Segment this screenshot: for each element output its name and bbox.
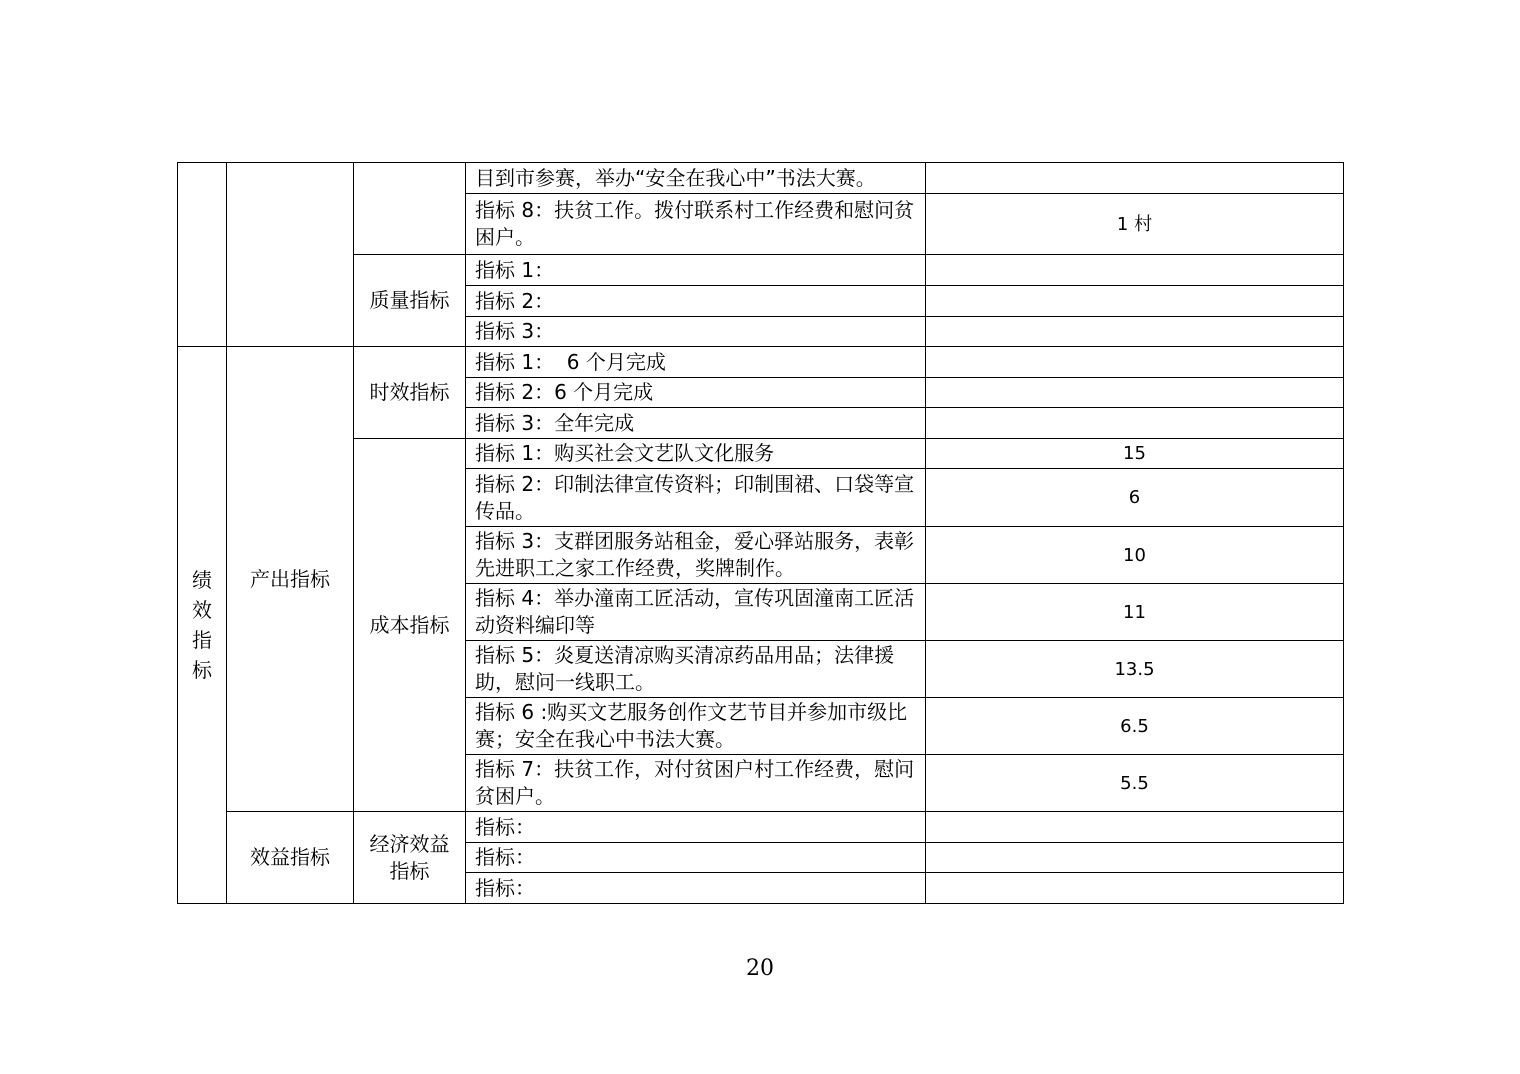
indicator-value — [926, 873, 1344, 904]
indicator-value — [926, 812, 1344, 843]
time-indicator-label: 时效指标 — [354, 347, 466, 439]
indicator-item: 指标： — [466, 843, 926, 873]
indicator-item: 指标 3：全年完成 — [466, 408, 926, 439]
indicator-item: 指标 4：举办潼南工匠活动，宣传巩固潼南工匠活动资料编印等 — [466, 584, 926, 641]
indicator-item: 指标 1： 6 个月完成 — [466, 347, 926, 378]
indicator-value — [926, 843, 1344, 873]
indicator-value — [926, 347, 1344, 378]
empty-cell — [227, 163, 354, 347]
indicator-item: 指标 8：扶贫工作。拨付联系村工作经费和慰问贫困户。 — [466, 194, 926, 255]
table-row — [178, 163, 1344, 194]
indicator-value: 13.5 — [926, 641, 1344, 698]
cost-indicator-label: 成本指标 — [354, 439, 466, 812]
table-row — [178, 812, 1344, 843]
indicator-value: 1 村 — [926, 194, 1344, 255]
output-indicator-label: 产出指标 — [227, 347, 354, 812]
indicator-item: 指标： — [466, 873, 926, 904]
indicator-value: 6 — [926, 469, 1344, 527]
indicator-item: 指标 1：购买社会文艺队文化服务 — [466, 439, 926, 469]
indicator-value — [926, 163, 1344, 194]
indicator-value — [926, 408, 1344, 439]
indicator-value — [926, 286, 1344, 317]
benefit-indicator-label: 效益指标 — [227, 812, 354, 904]
indicator-value: 6.5 — [926, 698, 1344, 755]
indicator-item: 指标 3：支群团服务站租金，爱心驿站服务，表彰先进职工之家工作经费，奖牌制作。 — [466, 527, 926, 584]
indicator-value: 15 — [926, 439, 1344, 469]
indicator-item: 指标 2：印制法律宣传资料；印制围裙、口袋等宣传品。 — [466, 469, 926, 527]
page-number: 20 — [746, 956, 774, 981]
quality-indicator-label: 质量指标 — [354, 255, 466, 347]
indicator-value: 5.5 — [926, 755, 1344, 812]
indicator-item: 目到市参赛，举办“安全在我心中”书法大赛。 — [466, 163, 926, 194]
indicator-item: 指标 5：炎夏送清凉购买清凉药品用品；法律援助，慰问一线职工。 — [466, 641, 926, 698]
indicator-value: 11 — [926, 584, 1344, 641]
performance-indicator-table — [177, 162, 1344, 904]
performance-indicator-label: 绩效指标 — [178, 347, 227, 904]
indicator-value — [926, 317, 1344, 347]
table-row — [178, 347, 1344, 378]
empty-cell — [354, 163, 466, 255]
empty-cell — [178, 163, 227, 347]
indicator-item: 指标： — [466, 812, 926, 843]
indicator-value: 10 — [926, 527, 1344, 584]
indicator-value — [926, 255, 1344, 286]
economic-benefit-indicator-label: 经济效益指标 — [354, 812, 466, 904]
indicator-item: 指标 3： — [466, 317, 926, 347]
indicator-value — [926, 378, 1344, 408]
indicator-item: 指标 1： — [466, 255, 926, 286]
indicator-item: 指标 2：6 个月完成 — [466, 378, 926, 408]
indicator-item: 指标 6 :购买文艺服务创作文艺节目并参加市级比赛；安全在我心中书法大赛。 — [466, 698, 926, 755]
indicator-item: 指标 7：扶贫工作，对付贫困户村工作经费，慰问贫困户。 — [466, 755, 926, 812]
indicator-item: 指标 2： — [466, 286, 926, 317]
